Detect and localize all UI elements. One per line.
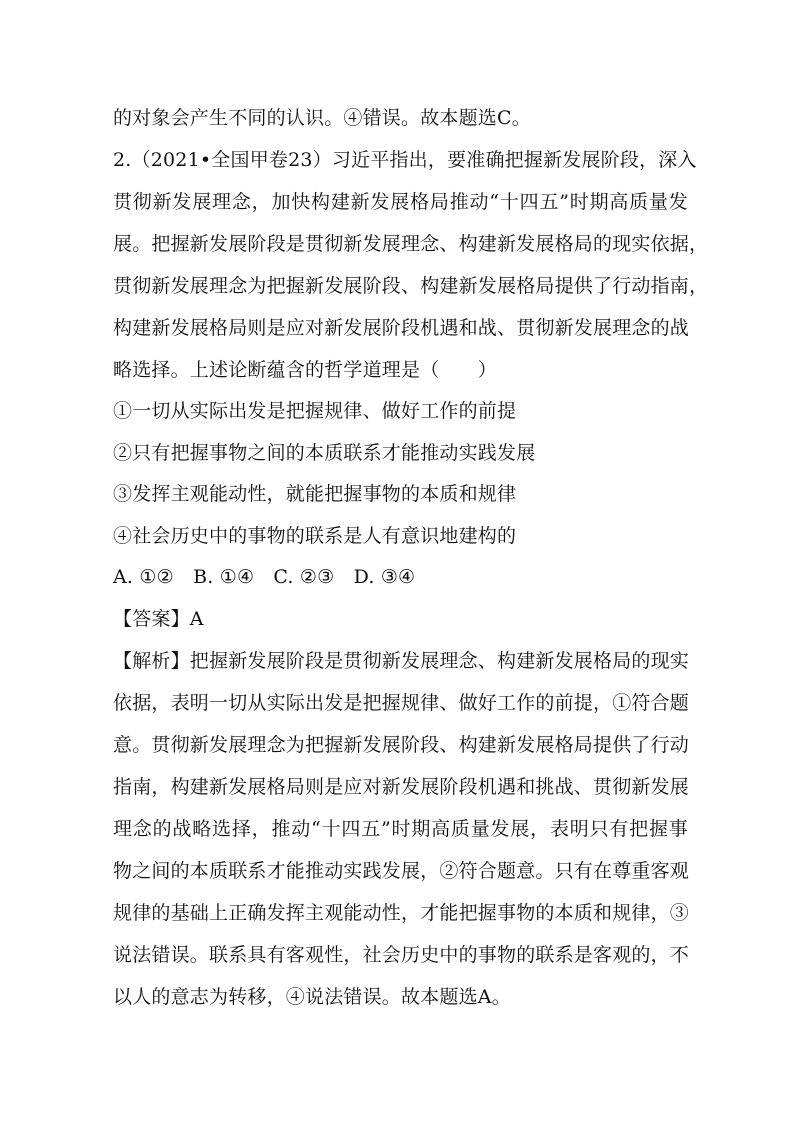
question-line: 贯彻新发展理念为把握新发展阶段、构建新发展格局提供了行动指南， bbox=[113, 275, 709, 297]
analysis-line: 物之间的本质联系才能推动实践发展，②符合题意。只有在尊重客观 bbox=[113, 860, 690, 882]
answer-label: 【答案】A bbox=[113, 608, 204, 630]
analysis-line: 依据，表明一切从实际出发是把握规律、做好工作的前提，①符合题 bbox=[113, 692, 690, 714]
option-statement: ②只有把握事物之间的本质联系才能推动实践发展 bbox=[113, 442, 536, 464]
question-line: 略选择。上述论断蕴含的哲学道理是（ ） bbox=[113, 359, 498, 381]
question-line: 展。把握新发展阶段是贯彻新发展理念、构建新发展格局的现实依据， bbox=[113, 233, 709, 255]
answer-choices: A. ①② B. ①④ C. ②③ D. ③④ bbox=[113, 566, 416, 588]
question-line: 构建新发展格局则是应对新发展阶段机遇和战、贯彻新发展理念的战 bbox=[113, 317, 690, 339]
analysis-line: 理念的战略选择，推动“十四五”时期高质量发展，表明只有把握事 bbox=[113, 818, 688, 840]
question-line: 贯彻新发展理念，加快构建新发展格局推动“十四五”时期高质量发 bbox=[113, 191, 688, 213]
option-statement: ③发挥主观能动性，就能把握事物的本质和规律 bbox=[113, 483, 517, 505]
option-statement: ①一切从实际出发是把握规律、做好工作的前提 bbox=[113, 400, 517, 422]
analysis-line: 指南，构建新发展格局则是应对新发展阶段机遇和挑战、贯彻新发展 bbox=[113, 776, 690, 798]
analysis-line: 说法错误。联系具有客观性，社会历史中的事物的联系是客观的，不 bbox=[113, 944, 690, 966]
analysis-line: 规律的基础上正确发挥主观能动性，才能把握事物的本质和规律，③ bbox=[113, 902, 690, 924]
option-statement: ④社会历史中的事物的联系是人有意识地建构的 bbox=[113, 525, 517, 547]
analysis-line: 意。贯彻新发展理念为把握新发展阶段、构建新发展格局提供了行动 bbox=[113, 734, 690, 756]
analysis-line: 【解析】把握新发展阶段是贯彻新发展理念、构建新发展格局的现实 bbox=[113, 650, 690, 672]
analysis-line: 以人的意志为转移，④说法错误。故本题选A。 bbox=[113, 986, 511, 1008]
question-line: 2.（2021•全国甲卷23）习近平指出，要准确把握新发展阶段，深入 bbox=[113, 149, 697, 171]
text-line: 的对象会产生不同的认识。④错误。故本题选C。 bbox=[113, 107, 531, 129]
